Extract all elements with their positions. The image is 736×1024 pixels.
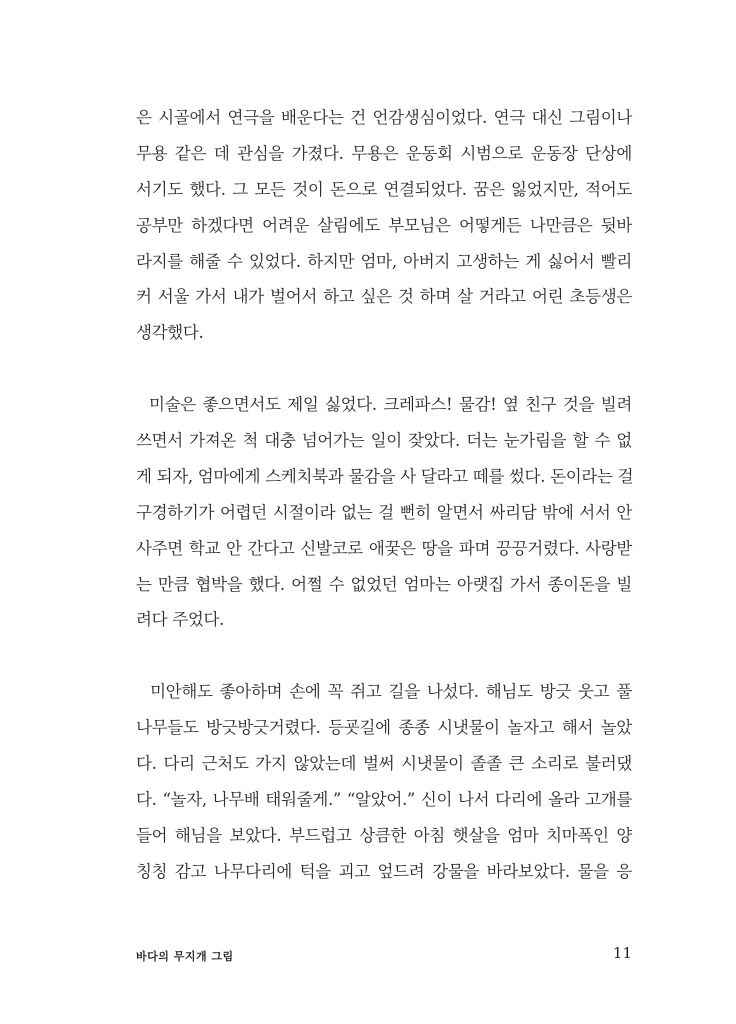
text-line: 쓰면서 가져온 척 대충 넘어가는 일이 잦았다. 더는 눈가림을 할 수 없	[136, 431, 632, 451]
text-line: 라지를 해줄 수 있었다. 하지만 엄마, 아버지 고생하는 게 싫어서 빨리	[136, 251, 632, 271]
text-line: 생각했다.	[136, 323, 204, 343]
text-line: 게 되자, 엄마에게 스케치북과 물감을 사 달라고 떼를 썼다. 돈이라는 걸	[136, 466, 634, 486]
text-line: 커 서울 가서 내가 벌어서 하고 싶은 것 하며 살 거라고 어린 초등생은	[136, 287, 632, 307]
body-text	[136, 100, 632, 890]
text-line: 칭칭 감고 나무다리에 턱을 괴고 엎드려 강물을 바라보았다. 물을 응	[136, 861, 632, 881]
text-line: 는 만큼 협박을 했다. 어쩔 수 없었던 엄마는 아랫집 가서 종이돈을 빌	[136, 574, 632, 594]
text-line: 공부만 하겠다면 어려운 살림에도 부모님은 어떻게든 나만큼은 뒷바	[136, 215, 632, 235]
text-line: 다. 다리 근처도 가지 않았는데 벌써 시냇물이 졸졸 큰 소리로 불러댔	[136, 754, 632, 774]
paragraph-spacer	[136, 638, 632, 674]
page-number: 11	[612, 944, 632, 962]
text-line: 은 시골에서 연극을 배운다는 건 언감생심이었다. 연극 대신 그림이나	[136, 108, 632, 127]
text-line: 서기도 했다. 그 모든 것이 돈으로 연결되었다. 꿈은 잃었지만, 적어도	[136, 179, 632, 199]
text-line: 구경하기가 어렵던 시절이라 없는 걸 뻔히 알면서 싸리담 밖에 서서 안	[136, 502, 632, 522]
paragraph	[136, 387, 632, 638]
paragraph	[136, 674, 632, 889]
text-line: 미안해도 좋아하며 손에 꼭 쥐고 길을 나섰다. 해님도 방긋 웃고 풀	[136, 682, 632, 702]
paragraph	[136, 100, 632, 351]
text-line: 미술은 좋으면서도 제일 싫었다. 크레파스! 물감! 옆 친구 것을 빌려	[136, 395, 632, 415]
running-footer-book-title: 바다의 무지개 그림	[136, 950, 234, 963]
text-line: 다. “놀자, 나무배 태워줄게.” “알았어.” 신이 나서 다리에 올라 고개를	[136, 789, 632, 809]
text-line: 무용 같은 데 관심을 가졌다. 무용은 운동회 시범으로 운동장 단상에	[136, 143, 632, 163]
text-line: 려다 주었다.	[136, 610, 225, 630]
paragraph-spacer	[136, 351, 632, 387]
text-line: 나무들도 방긋방긋거렸다. 등굣길에 종종 시냇물이 놀자고 해서 놀았	[136, 718, 632, 738]
text-line: 들어 해님을 보았다. 부드럽고 상큼한 아침 햇살을 엄마 치마폭인 양	[136, 825, 632, 845]
text-line: 사주면 학교 안 간다고 신발코로 애꿎은 땅을 파며 끙끙거렸다. 사랑받	[136, 538, 632, 558]
